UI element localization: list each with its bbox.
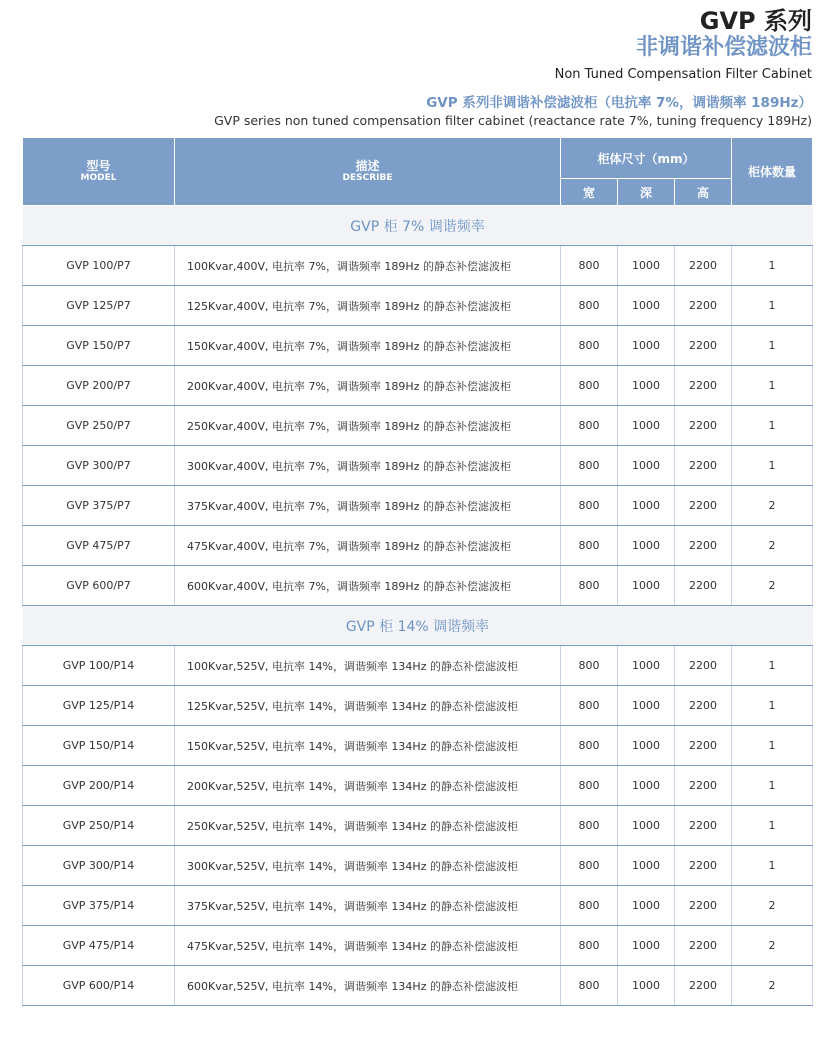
cell-depth: 1000 [618, 766, 675, 806]
cell-count: 2 [732, 566, 813, 606]
table-row [23, 846, 813, 886]
cell-height: 2200 [675, 326, 732, 366]
cell-height: 2200 [675, 686, 732, 726]
cell-count: 1 [732, 766, 813, 806]
cell-model: GVP 100/P14 [23, 646, 175, 686]
series-title: GVP 系列 [699, 7, 812, 35]
table-row [23, 446, 813, 486]
cell-height: 2200 [675, 446, 732, 486]
cell-width: 800 [561, 526, 618, 566]
cell-description: 150Kvar,400V, 电抗率 7%，调谐频率 189Hz 的静态补偿滤波柜 [175, 326, 561, 366]
cell-description: 100Kvar,525V, 电抗率 14%，调谐频率 134Hz 的静态补偿滤波柜 [175, 646, 561, 686]
cell-model: GVP 475/P14 [23, 926, 175, 966]
cell-depth: 1000 [618, 366, 675, 406]
table-row [23, 366, 813, 406]
cell-model: GVP 150/P14 [23, 726, 175, 766]
cell-width: 800 [561, 246, 618, 286]
cell-model: GVP 150/P7 [23, 326, 175, 366]
header-height: 高 [675, 179, 732, 206]
section-header-row [23, 206, 813, 246]
cell-height: 2200 [675, 366, 732, 406]
cell-description: 600Kvar,525V, 电抗率 14%，调谐频率 134Hz 的静态补偿滤波柜 [175, 966, 561, 1006]
cell-height: 2200 [675, 766, 732, 806]
cell-depth: 1000 [618, 886, 675, 926]
cell-depth: 1000 [618, 486, 675, 526]
cell-height: 2200 [675, 726, 732, 766]
cell-height: 2200 [675, 486, 732, 526]
cell-model: GVP 125/P7 [23, 286, 175, 326]
cell-depth: 1000 [618, 806, 675, 846]
table-row [23, 566, 813, 606]
cell-width: 800 [561, 846, 618, 886]
cell-description: 125Kvar,525V, 电抗率 14%，调谐频率 134Hz 的静态补偿滤波柜 [175, 686, 561, 726]
cell-description: 200Kvar,525V, 电抗率 14%，调谐频率 134Hz 的静态补偿滤波柜 [175, 766, 561, 806]
cell-count: 1 [732, 846, 813, 886]
header-model [23, 138, 175, 206]
table-row [23, 326, 813, 366]
cell-width: 800 [561, 566, 618, 606]
cell-description: 125Kvar,400V, 电抗率 7%，调谐频率 189Hz 的静态补偿滤波柜 [175, 286, 561, 326]
cell-count: 2 [732, 886, 813, 926]
cell-model: GVP 250/P14 [23, 806, 175, 846]
cell-depth: 1000 [618, 286, 675, 326]
cell-depth: 1000 [618, 686, 675, 726]
cell-height: 2200 [675, 646, 732, 686]
cell-depth: 1000 [618, 566, 675, 606]
header-count: 柜体数量 [732, 138, 813, 206]
cn-title: 非调谐补偿滤波柜 [635, 35, 812, 60]
cell-width: 800 [561, 966, 618, 1006]
cell-height: 2200 [675, 926, 732, 966]
cell-width: 800 [561, 766, 618, 806]
cell-count: 1 [732, 446, 813, 486]
cell-description: 100Kvar,400V, 电抗率 7%，调谐频率 189Hz 的静态补偿滤波柜 [175, 246, 561, 286]
cell-count: 1 [732, 726, 813, 766]
cell-height: 2200 [675, 566, 732, 606]
table-row [23, 246, 813, 286]
table-row [23, 526, 813, 566]
cell-depth: 1000 [618, 926, 675, 966]
cell-depth: 1000 [618, 726, 675, 766]
cell-height: 2200 [675, 886, 732, 926]
table-row [23, 926, 813, 966]
cell-count: 2 [732, 526, 813, 566]
table-row [23, 686, 813, 726]
cell-model: GVP 375/P7 [23, 486, 175, 526]
cell-count: 1 [732, 806, 813, 846]
cell-description: 300Kvar,400V, 电抗率 7%，调谐频率 189Hz 的静态补偿滤波柜 [175, 446, 561, 486]
cell-count: 2 [732, 926, 813, 966]
table-row [23, 726, 813, 766]
cell-depth: 1000 [618, 406, 675, 446]
cell-height: 2200 [675, 526, 732, 566]
cn-subtitle: GVP 系列非调谐补偿滤波柜（电抗率 7%，调谐频率 189Hz） [426, 95, 812, 111]
header-describe-en: DESCRIBE [342, 173, 393, 183]
cell-description: 375Kvar,525V, 电抗率 14%，调谐频率 134Hz 的静态补偿滤波柜 [175, 886, 561, 926]
cell-height: 2200 [675, 966, 732, 1006]
cell-model: GVP 300/P14 [23, 846, 175, 886]
cell-depth: 1000 [618, 966, 675, 1006]
cell-width: 800 [561, 286, 618, 326]
cell-model: GVP 475/P7 [23, 526, 175, 566]
cell-description: 200Kvar,400V, 电抗率 7%，调谐频率 189Hz 的静态补偿滤波柜 [175, 366, 561, 406]
cell-height: 2200 [675, 846, 732, 886]
header-model-zh: 型号 [86, 159, 111, 173]
cell-width: 800 [561, 366, 618, 406]
cell-width: 800 [561, 926, 618, 966]
cell-description: 250Kvar,400V, 电抗率 7%，调谐频率 189Hz 的静态补偿滤波柜 [175, 406, 561, 446]
cell-description: 300Kvar,525V, 电抗率 14%，调谐频率 134Hz 的静态补偿滤波柜 [175, 846, 561, 886]
header-describe [175, 138, 561, 206]
section-title: GVP 柜 14% 调谐频率 [23, 606, 813, 646]
table-row [23, 806, 813, 846]
cell-count: 1 [732, 366, 813, 406]
table-row [23, 646, 813, 686]
cell-description: 250Kvar,525V, 电抗率 14%，调谐频率 134Hz 的静态补偿滤波柜 [175, 806, 561, 846]
header-depth: 深 [618, 179, 675, 206]
cell-width: 800 [561, 686, 618, 726]
cell-width: 800 [561, 446, 618, 486]
cell-description: 150Kvar,525V, 电抗率 14%，调谐频率 134Hz 的静态补偿滤波柜 [175, 726, 561, 766]
header-width: 宽 [561, 179, 618, 206]
table-row [23, 406, 813, 446]
cell-width: 800 [561, 406, 618, 446]
cell-width: 800 [561, 886, 618, 926]
cell-model: GVP 125/P14 [23, 686, 175, 726]
cell-width: 800 [561, 326, 618, 366]
table-body [23, 206, 813, 1006]
spec-table [22, 137, 813, 1006]
table-row [23, 766, 813, 806]
cell-width: 800 [561, 646, 618, 686]
table-row [23, 286, 813, 326]
cell-model: GVP 300/P7 [23, 446, 175, 486]
header-describe-zh: 描述 [355, 159, 380, 173]
cell-depth: 1000 [618, 646, 675, 686]
en-title: Non Tuned Compensation Filter Cabinet [554, 67, 812, 82]
cell-model: GVP 200/P7 [23, 366, 175, 406]
cell-count: 1 [732, 326, 813, 366]
cell-count: 2 [732, 966, 813, 1006]
cell-height: 2200 [675, 286, 732, 326]
table-row [23, 966, 813, 1006]
cell-width: 800 [561, 486, 618, 526]
header-model-en: MODEL [80, 173, 117, 183]
section-header-row [23, 606, 813, 646]
cell-count: 1 [732, 246, 813, 286]
cell-model: GVP 375/P14 [23, 886, 175, 926]
cell-model: GVP 600/P14 [23, 966, 175, 1006]
table-row [23, 886, 813, 926]
table-row [23, 486, 813, 526]
cell-depth: 1000 [618, 526, 675, 566]
cell-count: 1 [732, 286, 813, 326]
cell-count: 1 [732, 406, 813, 446]
cell-model: GVP 600/P7 [23, 566, 175, 606]
cell-count: 1 [732, 686, 813, 726]
cell-depth: 1000 [618, 326, 675, 366]
cell-model: GVP 100/P7 [23, 246, 175, 286]
cell-height: 2200 [675, 246, 732, 286]
cell-height: 2200 [675, 806, 732, 846]
cell-description: 475Kvar,400V, 电抗率 7%，调谐频率 189Hz 的静态补偿滤波柜 [175, 526, 561, 566]
cell-depth: 1000 [618, 446, 675, 486]
cell-model: GVP 250/P7 [23, 406, 175, 446]
cell-description: 375Kvar,400V, 电抗率 7%，调谐频率 189Hz 的静态补偿滤波柜 [175, 486, 561, 526]
cell-height: 2200 [675, 406, 732, 446]
cell-width: 800 [561, 726, 618, 766]
cell-count: 2 [732, 486, 813, 526]
cell-width: 800 [561, 806, 618, 846]
cell-description: 600Kvar,400V, 电抗率 7%，调谐频率 189Hz 的静态补偿滤波柜 [175, 566, 561, 606]
cell-description: 475Kvar,525V, 电抗率 14%，调谐频率 134Hz 的静态补偿滤波柜 [175, 926, 561, 966]
header-size-group: 柜体尺寸（mm） [561, 138, 732, 179]
en-subtitle: GVP series non tuned compensation filter cabinet (reactance rate 7%, tuning frequency 189Hz) [214, 113, 812, 128]
cell-count: 1 [732, 646, 813, 686]
section-title: GVP 柜 7% 调谐频率 [23, 206, 813, 246]
cell-model: GVP 200/P14 [23, 766, 175, 806]
cell-depth: 1000 [618, 846, 675, 886]
cell-depth: 1000 [618, 246, 675, 286]
